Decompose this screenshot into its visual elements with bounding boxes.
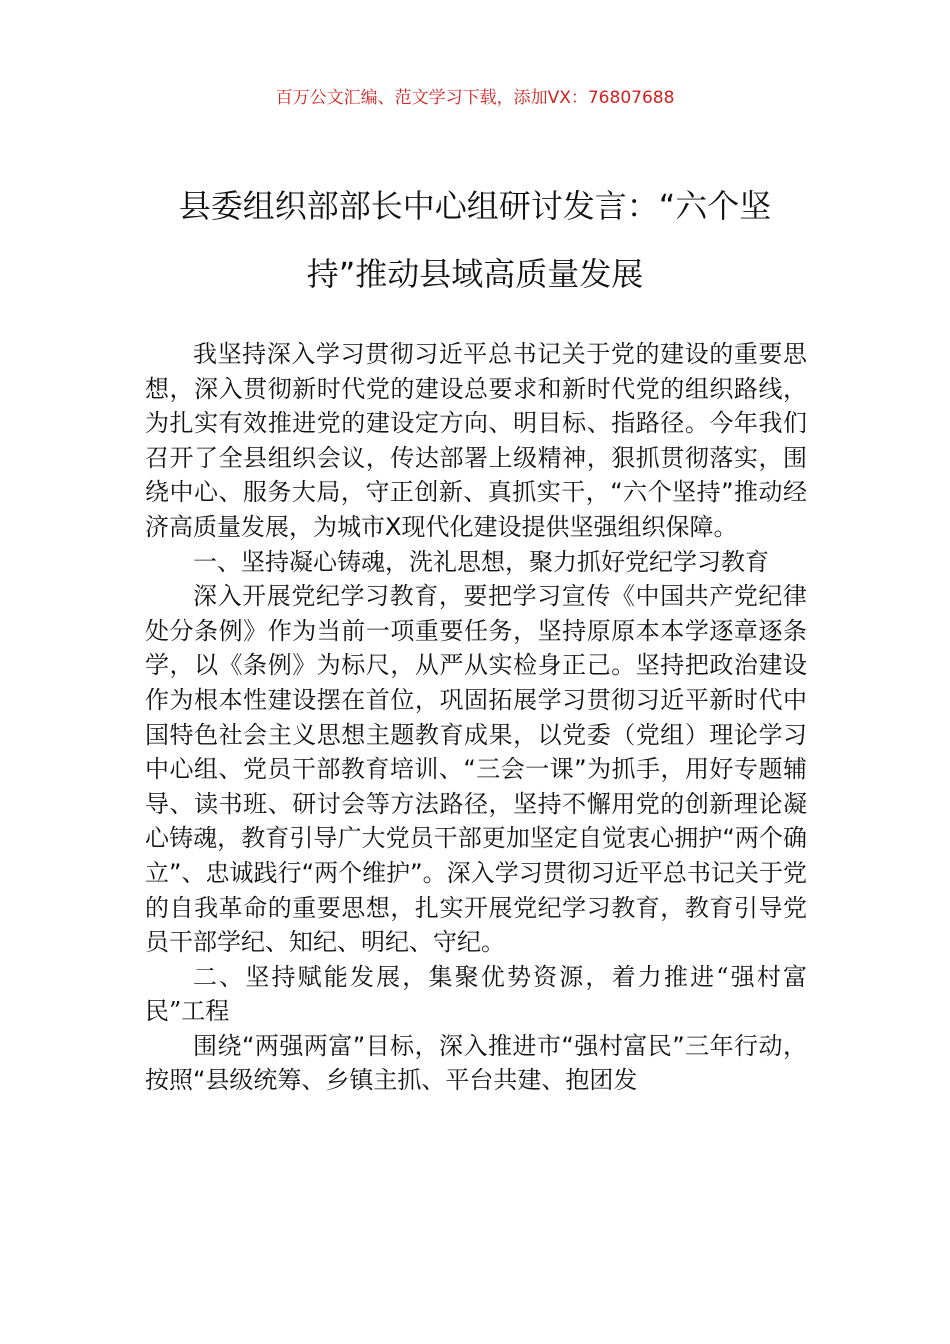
intro-paragraph: 我坚持深入学习贯彻习近平总书记关于党的建设的重要思想，深入贯彻新时代党的建设总要求和新时代党的组织路线，为扎实有效推进党的建设定方向、明目标、指路径。今年我们召开了全县组织会议，传达部署上级精神，狠抓贯彻落实，围绕中心、服务大局，守正创新、真抓实干，“六个坚持”推动经济高质量发展，为城市X现代化建设提供坚强组织保障。 bbox=[145, 340, 807, 541]
section-heading-2: 二、坚持赋能发展，集聚优势资源，着力推进“强村富民”工程 bbox=[145, 962, 807, 1026]
section-heading-1: 一、坚持凝心铸魂，洗礼思想，聚力抓好党纪学习教育 bbox=[193, 547, 769, 576]
section-1-paragraph: 深入开展党纪学习教育，要把学习宣传《中国共产党纪律处分条例》作为当前一项重要任务，坚持原原本本学逐章逐条学，以《条例》为标尺，从严从实检身正己。坚持把政治建设作为根本性建设摆在首位，巩固拓展学习贯彻习近平新时代中国特色社会主义思想主题教育成果，以党委（党组）理论学习中心组、党员干部教育培训、“三会一课”为抓手，用好专题辅导、读书班、研讨会等方法路径，坚持不懈用党的创新理论凝心铸魂，教育引导广大党员干部更加坚定自觉衷心拥护“两个确立”、忠诚践行“两个维护”。深入学习贯彻习近平总书记关于党的自我革命的重要思想，扎实开展党纪学习教育，教育引导党员干部学纪、知纪、明纪、守纪。 bbox=[145, 582, 807, 957]
section-2-paragraph: 围绕“两强两富”目标，深入推进市“强村富民”三年行动，按照“县级统筹、乡镇主抓、平台共建、抱团发 bbox=[145, 1031, 807, 1095]
page-title: 县委组织部部长中心组研讨发言：“六个坚持”推动县域高质量发展 bbox=[178, 187, 772, 293]
watermark-text: 百万公文汇编、范文学习下载，添加VX：76807688 bbox=[275, 88, 675, 108]
document-body bbox=[145, 337, 807, 1098]
